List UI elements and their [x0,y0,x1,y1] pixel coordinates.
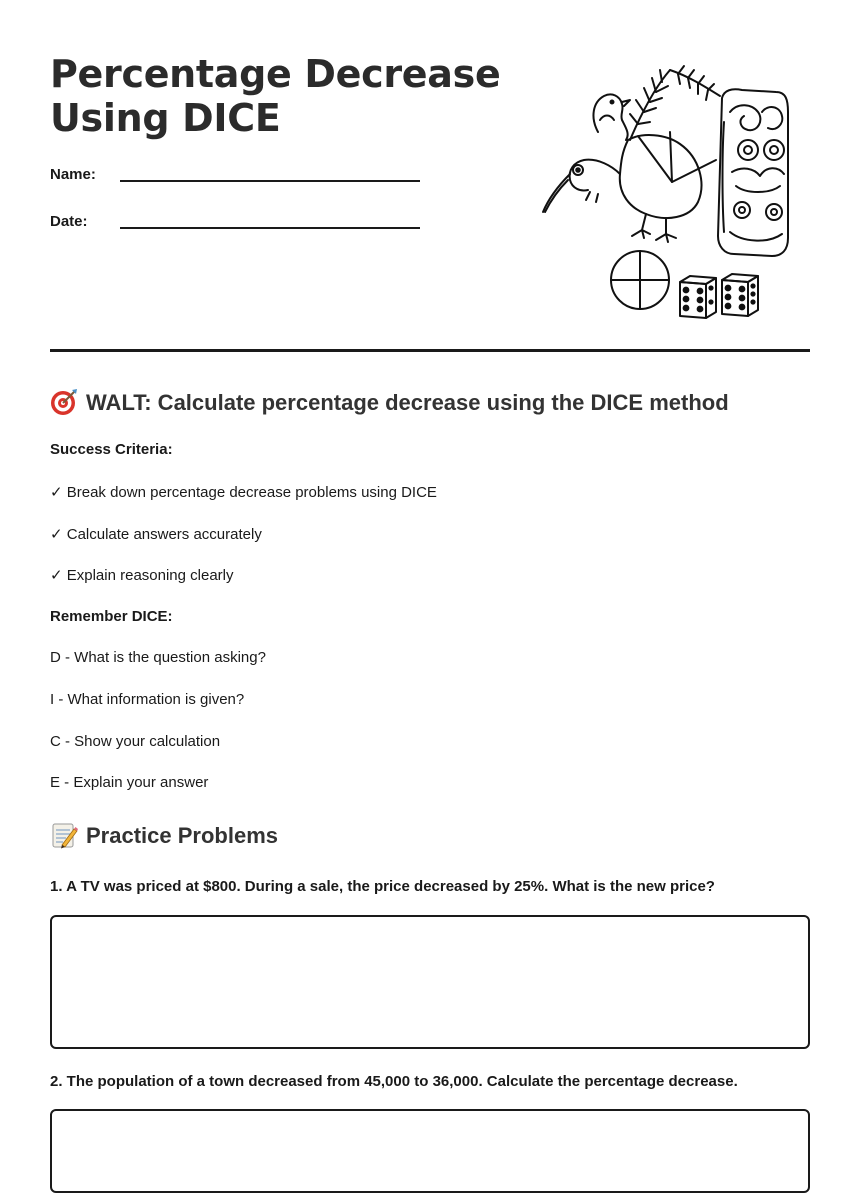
tui-bird-icon [593,94,630,140]
dice-icon [722,274,758,316]
practice-problems-heading [50,821,278,849]
dice-icon [680,276,716,318]
success-criteria-heading: Success Criteria: [50,441,173,458]
memo-pencil-icon [50,821,78,849]
question-1: 1. A TV was priced at $800. During a sale, the price decreased by 25%. What is the new price? [50,878,715,895]
fern-icon [630,66,720,140]
dice-step-d: D - What is the question asking? [50,649,266,666]
walt-text: WALT: Calculate percentage decrease using the DICE method [86,390,729,415]
kiwi-bird-icon [543,135,701,242]
answer-box-1[interactable] [50,915,810,1049]
answer-box-2[interactable] [50,1109,810,1193]
circle-cross-icon [611,251,669,309]
target-dart-icon [50,388,78,416]
dice-step-e: E - Explain your answer [50,774,209,791]
date-line[interactable] [120,227,420,229]
date-label: Date: [50,213,88,230]
question-2: 2. The population of a town decreased from 45,000 to 36,000. Calculate the percentage decrease. [50,1073,738,1090]
name-label: Name: [50,166,96,183]
header-divider [50,349,810,352]
dice-step-c: C - Show your calculation [50,733,221,750]
walt-heading [50,388,729,416]
success-criteria-item: ✓ Break down percentage decrease problems using DICE [50,484,437,501]
dice-step-i: I - What information is given? [50,691,245,708]
kiwi-dice-illustration [538,62,794,322]
remember-dice-heading: Remember DICE: [50,608,173,625]
success-criteria-item: ✓ Calculate answers accurately [50,526,262,543]
title-line-2: Using DICE [50,96,281,140]
date-field[interactable] [50,213,430,243]
name-line[interactable] [120,180,420,182]
name-field[interactable] [50,166,430,196]
pie-chart-icon [638,132,716,182]
practice-heading-text: Practice Problems [86,823,278,848]
page-title [50,52,500,140]
title-line-1: Percentage Decrease [50,52,501,96]
maori-carving-icon [718,89,788,256]
success-criteria-item: ✓ Explain reasoning clearly [50,567,234,584]
